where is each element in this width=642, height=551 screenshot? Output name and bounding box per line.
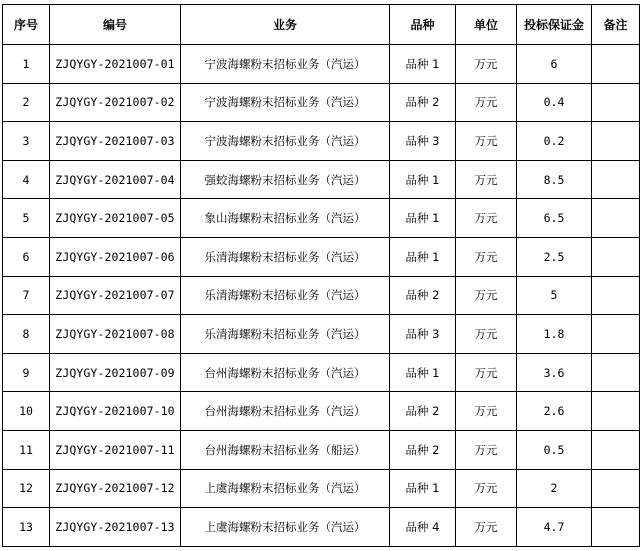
cell-business: 台州海螺粉末招标业务（船运）: [181, 430, 390, 469]
table-row: [3, 508, 640, 547]
cell-unit: 万元: [456, 45, 517, 84]
cell-variety: 品种 1: [390, 45, 456, 84]
cell-code: ZJQYGY-2021007-12: [50, 469, 181, 508]
cell-unit: 万元: [456, 315, 517, 354]
cell-code: ZJQYGY-2021007-10: [50, 392, 181, 431]
cell-unit: 万元: [456, 199, 517, 238]
cell-note: [592, 160, 640, 199]
cell-business: 乐清海螺粉末招标业务（汽运）: [181, 276, 390, 315]
cell-note: [592, 276, 640, 315]
cell-unit: 万元: [456, 353, 517, 392]
table-row: [3, 199, 640, 238]
header-row: [3, 5, 640, 45]
cell-variety: 品种 3: [390, 122, 456, 161]
cell-deposit: 0.2: [517, 122, 592, 161]
cell-deposit: 8.5: [517, 160, 592, 199]
cell-deposit: 4.7: [517, 508, 592, 547]
cell-business: 宁波海螺粉末招标业务（汽运）: [181, 122, 390, 161]
cell-variety: 品种 1: [390, 237, 456, 276]
cell-note: [592, 508, 640, 547]
cell-seq: 8: [3, 315, 50, 354]
table-row: [3, 353, 640, 392]
cell-unit: 万元: [456, 508, 517, 547]
table-body: [3, 45, 640, 547]
tender-deposit-table: [2, 4, 640, 547]
cell-seq: 6: [3, 237, 50, 276]
cell-code: ZJQYGY-2021007-08: [50, 315, 181, 354]
table-row: [3, 160, 640, 199]
cell-business: 乐清海螺粉末招标业务（汽运）: [181, 237, 390, 276]
table-row: [3, 276, 640, 315]
cell-note: [592, 83, 640, 122]
cell-business: 乐清海螺粉末招标业务（汽运）: [181, 315, 390, 354]
cell-note: [592, 237, 640, 276]
cell-note: [592, 315, 640, 354]
cell-seq: 13: [3, 508, 50, 547]
table-row: [3, 45, 640, 84]
cell-variety: 品种 1: [390, 469, 456, 508]
cell-business: 台州海螺粉末招标业务（汽运）: [181, 353, 390, 392]
cell-code: ZJQYGY-2021007-05: [50, 199, 181, 238]
cell-note: [592, 199, 640, 238]
cell-unit: 万元: [456, 469, 517, 508]
cell-variety: 品种 2: [390, 430, 456, 469]
cell-code: ZJQYGY-2021007-07: [50, 276, 181, 315]
cell-variety: 品种 2: [390, 83, 456, 122]
cell-variety: 品种 3: [390, 315, 456, 354]
cell-code: ZJQYGY-2021007-09: [50, 353, 181, 392]
table-row: [3, 237, 640, 276]
cell-seq: 2: [3, 83, 50, 122]
cell-unit: 万元: [456, 237, 517, 276]
cell-seq: 1: [3, 45, 50, 84]
cell-code: ZJQYGY-2021007-04: [50, 160, 181, 199]
cell-code: ZJQYGY-2021007-13: [50, 508, 181, 547]
cell-note: [592, 469, 640, 508]
cell-deposit: 6.5: [517, 199, 592, 238]
cell-business: 强蛟海螺粉末招标业务（汽运）: [181, 160, 390, 199]
cell-code: ZJQYGY-2021007-01: [50, 45, 181, 84]
cell-note: [592, 122, 640, 161]
table-row: [3, 315, 640, 354]
cell-note: [592, 45, 640, 84]
cell-variety: 品种 2: [390, 392, 456, 431]
cell-seq: 7: [3, 276, 50, 315]
cell-seq: 9: [3, 353, 50, 392]
cell-deposit: 2.6: [517, 392, 592, 431]
header-business: 业务: [181, 5, 390, 45]
cell-code: ZJQYGY-2021007-03: [50, 122, 181, 161]
cell-seq: 4: [3, 160, 50, 199]
cell-seq: 11: [3, 430, 50, 469]
cell-code: ZJQYGY-2021007-06: [50, 237, 181, 276]
cell-deposit: 5: [517, 276, 592, 315]
cell-deposit: 0.4: [517, 83, 592, 122]
table-row: [3, 122, 640, 161]
table-row: [3, 392, 640, 431]
cell-business: 台州海螺粉末招标业务（汽运）: [181, 392, 390, 431]
cell-unit: 万元: [456, 430, 517, 469]
table-header: [3, 5, 640, 45]
header-unit: 单位: [456, 5, 517, 45]
cell-deposit: 6: [517, 45, 592, 84]
table-row: [3, 469, 640, 508]
cell-business: 象山海螺粉末招标业务（汽运）: [181, 199, 390, 238]
cell-deposit: 3.6: [517, 353, 592, 392]
cell-code: ZJQYGY-2021007-02: [50, 83, 181, 122]
cell-unit: 万元: [456, 160, 517, 199]
cell-note: [592, 430, 640, 469]
cell-business: 宁波海螺粉末招标业务（汽运）: [181, 83, 390, 122]
header-code: 编号: [50, 5, 181, 45]
cell-note: [592, 392, 640, 431]
cell-unit: 万元: [456, 83, 517, 122]
cell-note: [592, 353, 640, 392]
cell-deposit: 1.8: [517, 315, 592, 354]
cell-deposit: 2.5: [517, 237, 592, 276]
cell-variety: 品种 2: [390, 276, 456, 315]
cell-code: ZJQYGY-2021007-11: [50, 430, 181, 469]
cell-business: 上虞海螺粉末招标业务（汽运）: [181, 469, 390, 508]
cell-deposit: 2: [517, 469, 592, 508]
header-variety: 品种: [390, 5, 456, 45]
header-note: 备注: [592, 5, 640, 45]
cell-variety: 品种 4: [390, 508, 456, 547]
cell-unit: 万元: [456, 122, 517, 161]
cell-business: 上虞海螺粉末招标业务（汽运）: [181, 508, 390, 547]
table-row: [3, 83, 640, 122]
cell-unit: 万元: [456, 392, 517, 431]
cell-variety: 品种 1: [390, 199, 456, 238]
cell-business: 宁波海螺粉末招标业务（汽运）: [181, 45, 390, 84]
cell-unit: 万元: [456, 276, 517, 315]
cell-variety: 品种 1: [390, 353, 456, 392]
header-deposit: 投标保证金: [517, 5, 592, 45]
cell-seq: 12: [3, 469, 50, 508]
cell-seq: 10: [3, 392, 50, 431]
cell-seq: 3: [3, 122, 50, 161]
cell-seq: 5: [3, 199, 50, 238]
table-row: [3, 430, 640, 469]
cell-variety: 品种 1: [390, 160, 456, 199]
cell-deposit: 0.5: [517, 430, 592, 469]
header-seq: 序号: [3, 5, 50, 45]
